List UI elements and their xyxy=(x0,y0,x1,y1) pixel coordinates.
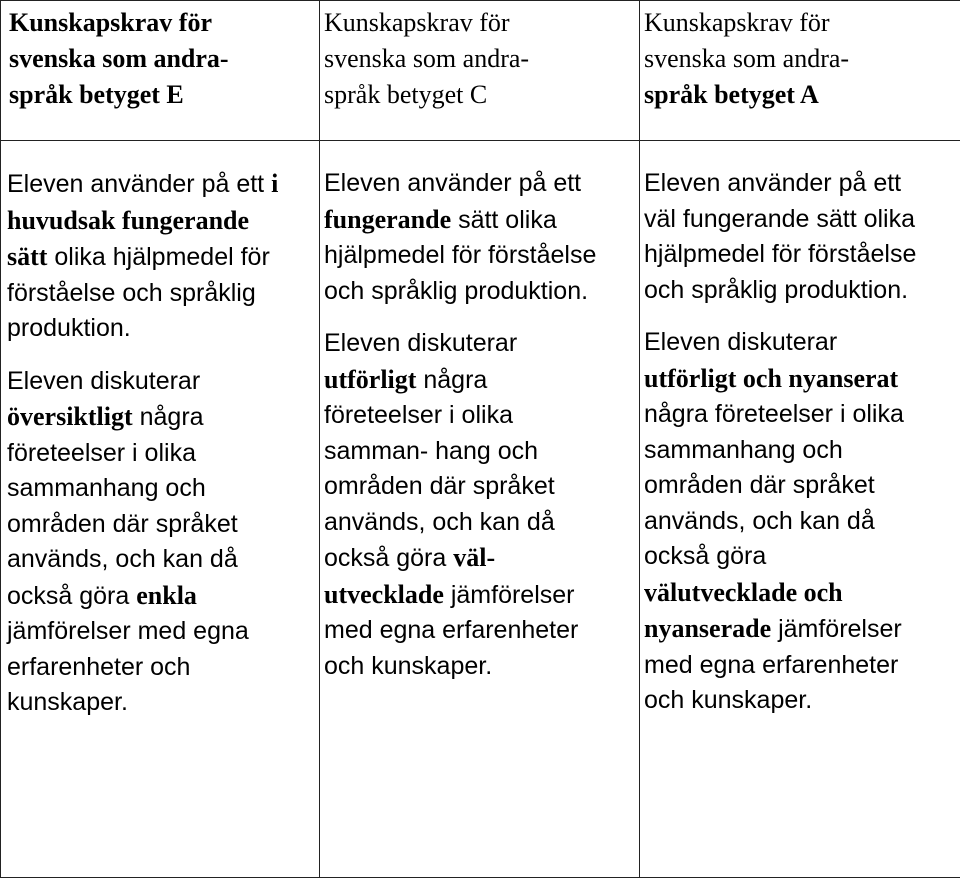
criteria-cell-a xyxy=(640,141,960,878)
criteria-a-paragraph-1: Eleven använder på ett väl fungerande sätt olika hjälpmedel för förståelse och språklig produktion. xyxy=(644,169,917,304)
criteria-a-paragraph-2: Eleven diskuterar utförligt och nyanserat några företeelser i olika sammanhang och områden där språket används, och kan då också göra välutvecklade och nyanserade jämförelser med egna erfarenheter och kunskaper. xyxy=(644,328,904,714)
header-c: Kunskapskrav för svenska som andra- språk betyget C xyxy=(324,8,530,109)
header-cell-a xyxy=(640,1,960,141)
header-cell-e xyxy=(1,1,320,141)
header-a: Kunskapskrav för svenska som andra- språk betyget A xyxy=(644,8,850,109)
header-cell-c xyxy=(320,1,640,141)
criteria-e-paragraph-1: Eleven använder på ett i huvudsak fungerande sätt olika hjälpmedel för förståelse och språklig produktion. xyxy=(7,169,279,342)
criteria-e-paragraph-2: Eleven diskuterar översiktligt några företeelser i olika sammanhang och områden där språket används, och kan då också göra enkla jämförelser med egna erfarenheter och kunskaper. xyxy=(7,366,249,716)
criteria-c-paragraph-1: Eleven använder på ett fungerande sätt olika hjälpmedel för förståelse och språklig produktion. xyxy=(324,169,597,305)
header-row xyxy=(1,1,960,141)
criteria-cell-e xyxy=(1,141,320,878)
header-e: Kunskapskrav för svenska som andra- språk betyget E xyxy=(9,8,229,109)
criteria-c-paragraph-2: Eleven diskuterar utförligt några företeelser i olika samman- hang och områden där språket används, och kan då också göra väl- utvecklade jämförelser med egna erfarenheter och kunskaper. xyxy=(324,329,579,680)
criteria-cell-c xyxy=(320,141,640,878)
criteria-row xyxy=(1,141,960,878)
